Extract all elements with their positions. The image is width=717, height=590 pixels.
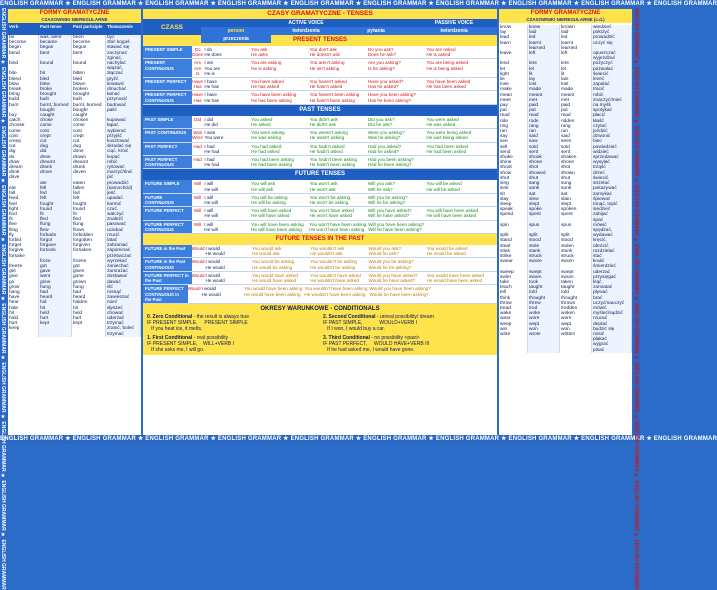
tense-name: PRESENT SIMPLE (143, 46, 192, 58)
negative-forms: You haven't asked He hasn't asked (309, 79, 347, 90)
conditional-name: 2. Second Conditional (323, 313, 376, 320)
auxiliary-verb: Have Has (192, 92, 203, 103)
col-header-participle: Past participle (72, 23, 106, 35)
tense-name: FUTURE in the Past CONTINUOUS (143, 258, 192, 270)
verb-column: know lay lead learn leave lend let light lie lose make mean meet pay put read ride ring run say see sell send shake shine shoot show shut sing sink sit slay sleep speak spend spin split stand steal stink strike swear sweep swim take teach tell think throw tread wake wear weep win write (499, 25, 528, 353)
participle-column: known laid led learnt learned left lent let lit lain lost made meant met paid put read ridden rung run said seen sold sent shaken shone shot shown shut sung sunk sat slain slept spoken spent spun split stood stolen stunk struck sworn swept swum taken taught told thought thrown trodden woken worn wept won written (560, 25, 592, 353)
question-forms: Would you ask? Would he ask? (368, 246, 402, 257)
col-passive: twierdzenia (411, 27, 497, 35)
person-forms: I do He does (204, 47, 222, 58)
tense-name: FUTURE in the Past (143, 245, 192, 257)
person-forms: I would He would (205, 246, 225, 257)
person-forms: I was You were (204, 130, 224, 141)
tense-row (143, 116, 497, 129)
conditionals-box (143, 304, 497, 355)
question-forms: Were you asking? Was he asking? (367, 130, 405, 141)
passive-forms: You would be asked He would be asked (426, 246, 468, 257)
passive-forms: You are asked He is asked (426, 47, 456, 58)
auxiliary-verb: Do Does (192, 47, 203, 58)
question-forms: Do you ask? Does he ask? (367, 47, 397, 58)
passive-forms: You have been asked He has been asked (426, 79, 471, 90)
irregular-verbs-panel-left (8, 9, 141, 435)
passive-forms (425, 194, 497, 206)
negative-forms: You won't be asking He won't be asking (309, 194, 351, 206)
question-forms: Would you have asked? Would he have asked? (368, 272, 418, 284)
auxiliary-verb: Will (193, 181, 202, 187)
passive-forms: You were being asked He was being asked (426, 130, 472, 141)
auxiliary-verb: Would (187, 286, 201, 292)
affirmative-forms: You are asking He is asking (251, 60, 282, 71)
passive-forms: You will be asked He will be asked (426, 181, 462, 192)
auxiliary-verb: Would (191, 272, 205, 278)
tense-name: FUTURE PERFECT (143, 207, 192, 219)
tense-row (143, 78, 497, 91)
affirmative-forms: You would have been asking He would have been asking (244, 286, 303, 297)
affirmative-forms: You had been asking He had been asking (251, 157, 294, 168)
conditional-formula: IF PAST SIMPLE, WOULD+VERB I If I won, I would buy a car. (323, 319, 418, 332)
tense-name: PAST PERFECT CONTINUOUS (143, 156, 192, 168)
person-forms: I will He will (204, 181, 218, 192)
affirmative-forms: You would ask He would ask (252, 246, 282, 257)
negative-forms: You didn't ask He didn't ask (309, 116, 338, 128)
section-title: FUTURE TENSES (143, 169, 497, 180)
affirmative-forms: You have asked He has asked (251, 79, 284, 90)
question-forms: Had you been asking? Had he been asking? (367, 157, 414, 168)
passive-forms: You had been asked He had been asked (426, 143, 469, 154)
conditional-item (147, 314, 317, 332)
left-panel-title: FORMY GRAMATYCZNE (8, 9, 141, 17)
question-forms: Will you have asked? Will he have asked? (367, 208, 412, 219)
tense-name: FUTURE PERFECT in the Past (143, 272, 192, 284)
participle-column: been become begun bent bound bitten bled blown broken brought built burnt, burned bought caught chosen come cost crept cut dug done drawn dreamt drunk driven eaten fallen fed felt fought found fit fled flung flown forbidden forgotten forgiven forsaken frozen got given gone grown hung had heard hidden hit held hurt kept (72, 35, 106, 337)
person-forms: I will He will (204, 194, 218, 206)
translation-column: być zbić kogoś stawać się zaczynać zginać, nachylać wiązać, złączać gryźć krwawić dmuchać łamać przynosić budować palić kupować łapać wybierać przyjść kosztować skradać się ciąć, kroić kopać robić rysować marzyć/śnić pić prowadzić (samochód) jeść upadać karmić czuć walczyć znaleźć pasować uciekać rzucić latać zabraniać zapominać przebaczać wyrzekać zaniechać zamrażać dostawać dawać iść rosnąć zawieszać mieć słyszeć chować uderzać trzymać zranić, boleć trzymać (106, 35, 141, 337)
tense-row (143, 91, 497, 104)
tense-row (143, 143, 497, 156)
bottom-banner: ENGLISH GRAMMAR ★ ENGLISH GRAMMAR ★ ENGLISH GRAMMAR ★ ENGLISH GRAMMAR ★ ENGLISH GRAMMAR ★ ENGLISH GRAMMAR ★ ENGLISH GRAMMAR ★ ENGLISH GRAMMAR ★ ENGLISH GRAMMAR ★ ENGLISH GRAMMAR (0, 436, 717, 442)
affirmative-forms: You will be asking He will be asking (251, 194, 288, 206)
conditional-name: 1. First Conditional (147, 334, 193, 341)
tense-name: FUTURE CONTINUOUS (143, 194, 192, 206)
conditional-item (323, 335, 493, 353)
section-title: FUTURE TENSES IN THE PAST (143, 234, 497, 245)
passive-forms (425, 156, 497, 168)
question-forms: Will you be asking? Will he be asking? (367, 194, 408, 206)
conditional-name: 3. Third Conditional (323, 334, 370, 341)
auxiliary-verb: Had (193, 143, 202, 149)
affirmative-forms: You asked He asked (251, 116, 273, 128)
passive-forms: You are being asked He is being asked (426, 60, 469, 71)
person-forms: I will He will (204, 208, 218, 219)
auxiliary-verb: Would (191, 246, 205, 252)
conditional-formula: IF PRESENT SIMPLE, PRESENT SIMPLE If you heat ice, it melts. (147, 319, 248, 332)
col-header-verb: Verb (8, 23, 39, 35)
negative-forms: You don't ask He doesn't ask (309, 47, 340, 58)
person-forms: I did He did (204, 116, 218, 128)
affirmative-forms: You had asked He had asked (251, 143, 282, 154)
tense-name: FUTURE PERFECT CONTINUOUS in the Past (143, 285, 188, 303)
col-person: person (201, 27, 271, 35)
conditional-name: 0. Zero Conditional (147, 313, 193, 320)
auxiliary-verb: Had (193, 157, 202, 163)
tenses-panel (143, 9, 497, 435)
negative-forms: You hadn't been asking He hadn't been asking (309, 157, 358, 168)
verb-column: be become begin bend bind bite bleed blow break bring build burn buy catch choose come cost creep cut dig do draw dream drink drive eat fall feed feel fight find fit flee fling fly forbid forget forgive forsake freeze get give go grow hang have hear hide hit hold hurt keep (8, 35, 39, 337)
negative-forms: You wouldn't have been asking He wouldn't have been asking (304, 286, 368, 297)
affirmative-forms: You have been asking He has been asking (251, 92, 297, 103)
col-header-translation: Tłumaczenie (106, 23, 141, 35)
conditional-description: - no possibility <past> (369, 334, 420, 341)
passive-voice-label: PASSIVE VOICE (434, 20, 474, 26)
tense-name: PRESENT PERFECT (143, 78, 192, 90)
person-forms: I would He would (205, 259, 225, 270)
affirmative-forms: You will ask He will ask (251, 181, 276, 192)
person-forms: I have He has (204, 79, 219, 90)
negative-forms: You won't have been asking He won't have been asking (309, 221, 367, 232)
conditionals-title: OKRESY WARUNKOWE - CONDITIONALS (260, 305, 380, 312)
conditional-description: - the result is always true (192, 313, 249, 320)
auxiliary-verb: Will (193, 221, 202, 227)
tense-row (143, 245, 497, 258)
col-question: pytania (341, 27, 411, 35)
corner-label: CZASS (160, 23, 184, 31)
tense-row (143, 221, 497, 234)
tense-row (143, 194, 497, 207)
tense-name: PAST SIMPLE (143, 116, 192, 128)
question-forms: Had you asked? Had he asked? (367, 143, 402, 154)
person-forms: I have He has (204, 92, 219, 103)
section-title: PRESENT TENSES (143, 35, 497, 46)
tense-row (143, 258, 497, 271)
tense-name: PAST CONTINUOUS (143, 129, 192, 141)
tense-name: PAST PERFECT (143, 143, 192, 155)
conditional-formula: IF PRESENT SIMPLE, WILL+VERB I If she asks me, I will go. (147, 340, 235, 353)
left-banner (0, 8, 7, 590)
question-forms: Have you been asking? Has he been asking? (367, 92, 416, 103)
affirmative-forms: You will have asked He will have asked (251, 208, 292, 219)
passive-forms (425, 221, 497, 233)
col-negative: przeczenia (201, 35, 271, 43)
tense-row (143, 156, 497, 169)
negative-forms: You wouldn't have asked He wouldn't have asked (310, 272, 361, 284)
negative-forms: You won't have asked He won't have asked (309, 208, 354, 219)
conditional-item (323, 314, 493, 332)
person-forms: I would He would (201, 286, 221, 297)
question-forms: Will you have been asking? Will he have been asking? (368, 221, 425, 232)
left-verb-table (8, 23, 141, 337)
question-forms: Are you asking? Is he asking? (367, 60, 401, 71)
tense-name: FUTURE SIMPLE (143, 180, 192, 192)
question-forms: Did you ask? Did he ask? (367, 116, 395, 128)
auxiliary-verb: Would (191, 259, 205, 265)
question-forms: Would you have been asking? Would he have been asking? (369, 286, 431, 297)
tense-row (143, 272, 497, 285)
left-panel-subtitle: CZASOWNIKI NIEREGULARNE (8, 17, 141, 23)
negative-forms: You wouldn't be asking He wouldn't be asking (310, 259, 357, 270)
top-banner: ENGLISH GRAMMAR ★ ENGLISH GRAMMAR ★ ENGLISH GRAMMAR ★ ENGLISH GRAMMAR ★ ENGLISH GRAMMAR ★ ENGLISH GRAMMAR ★ ENGLISH GRAMMAR ★ ENGLISH GRAMMAR ★ ENGLISH GRAMMAR ★ ENGLISH GRAMMAR (0, 1, 717, 7)
negative-forms: You aren't asking He isn't asking (309, 60, 345, 71)
past-column: was, were became began bent bound bit bled blew broke brought built burnt, burned bought caught chose came cost crept cut dug did drew dreamt drank drove ate fell fed felt fought found fit fled flung flew forbade forgot forgave forsook froze got gave went grew hung had heard hid hit held hurt kept (39, 35, 72, 337)
passive-forms (432, 285, 497, 303)
negative-forms: You weren't asking He wasn't asking (309, 130, 348, 141)
tense-name: FUTURE PERFECT CONTINUOUS (143, 221, 192, 233)
conditional-description: - unreal possibility/ dream (375, 313, 434, 320)
person-forms: I will He will (204, 221, 218, 232)
auxiliary-verb: Was Were (192, 130, 204, 141)
tense-row (143, 46, 497, 59)
question-forms: Have you asked? Has he asked? (367, 79, 404, 90)
question-forms: Would you be asking? Would he be asking? (368, 259, 414, 270)
right-banner (633, 8, 640, 590)
col-header-past: Past tense (39, 23, 72, 35)
active-voice-label: ACTIVE VOICE (288, 20, 324, 26)
person-forms: I would He would (205, 272, 225, 284)
affirmative-forms: You were asking He was asking (251, 130, 285, 141)
auxiliary-verb: Will (193, 208, 202, 214)
translation-column: wiedzieć położyć prowadzić uczyć się opuszczać wyjeżdżać pożyczyć pozwalać świecić leżeć zapalać tracić robić znaczyć/mieć na myśli spotykać płacić kłaść czytać jeździć dzwonić biec powiedzieć widzieć sprzedawać wysyłać trząść drżeć świecić strzelać pokazywać zamykać śpiewać tonąć, topić siedzieć zabijać spać mówić spędzać, wydawać kręcić, obrócić rozdzielać stać kraść śmierdzieć uderzać przysięgać kląć zamiatać pływać brać uczyć/nauczyć mówić myśleć/sądzić rzucać deptać budzić się nosić płakać wygrać pisać (592, 25, 632, 353)
tense-row (143, 180, 497, 193)
negative-forms: You haven't been asking He hasn't been asking (309, 92, 360, 103)
conditional-description: - real possibility (192, 334, 229, 341)
tenses-title: CZASY GRAMATYCZNE - TENSES (143, 9, 497, 19)
right-banner-text: ENGLISH GRAMMAR ★ ENGLISH GRAMMAR ★ ENGLISH GRAMMAR ★ ENGLISH GRAMMAR ★ ENGLISH GRAMMAR ★ ENGLISH GRAMMAR ★ ENGLISH GRAMMAR ★ ENGLISH GRAMMAR ★ ENGLISH GRAMMAR ★ ENGLISH GRAMMAR (633, 8, 639, 590)
auxiliary-verb: Have Has (192, 79, 203, 90)
passive-forms: You were asked He was asked (426, 116, 459, 128)
affirmative-forms: You would be asking He would be asking (252, 259, 295, 270)
affirmative-forms: You will have been asking He will have been asking (251, 221, 304, 232)
tense-name: PRESENT PERFECT CONTINUOUS (143, 91, 192, 103)
passive-forms: You would have been asked He would have been asked (426, 272, 484, 284)
negative-forms: You wouldn't ask He wouldn't ask (310, 246, 345, 257)
right-panel-title: FORMY GRAMATYCZNE (499, 9, 632, 17)
tense-row (143, 59, 497, 78)
left-banner-text: ENGLISH GRAMMAR ★ ENGLISH GRAMMAR ★ ENGLISH GRAMMAR ★ ENGLISH GRAMMAR ★ ENGLISH GRAMMAR ★ ENGLISH GRAMMAR ★ ENGLISH GRAMMAR ★ ENGLISH GRAMMAR ★ ENGLISH GRAMMAR ★ ENGLISH GRAMMAR (0, 8, 6, 590)
person-forms: I had He had (204, 157, 220, 168)
tense-sections (143, 35, 497, 304)
tense-name: PRESENT CONTINUOUS (143, 59, 192, 77)
tense-row (143, 207, 497, 220)
affirmative-forms: You ask He asks (251, 47, 268, 58)
person-forms: I had He had (204, 143, 220, 154)
auxiliary-verb: Did (194, 116, 202, 122)
irregular-verbs-panel-right (499, 9, 632, 435)
passive-forms: You will have been asked He will have been asked (426, 208, 479, 219)
question-forms: Will you ask? Will he ask? (367, 181, 396, 192)
col-affirmative: twierdzenia (271, 27, 341, 35)
tense-row (143, 285, 497, 304)
negative-forms: You won't ask He won't ask (309, 181, 338, 192)
section-title: PAST TENSES (143, 105, 497, 116)
conditionals-grid (147, 314, 493, 353)
auxiliary-verb: Am Are Is (194, 60, 202, 76)
right-panel-subtitle: CZASOWNIKI NIEREGULARNE (c.d.) (499, 17, 632, 23)
passive-forms (426, 258, 497, 270)
negative-forms: You hadn't asked He hadn't asked (309, 143, 345, 154)
tense-row (143, 129, 497, 142)
affirmative-forms: You would have asked He would have asked (252, 272, 298, 284)
conditional-formula: IF PAST PERFECT, WOULD HAVE+VERB III If he had asked me, I would have gone. (323, 340, 430, 353)
person-forms: I am You are He is (204, 60, 221, 76)
conditional-item (147, 335, 317, 353)
auxiliary-verb: Will (193, 194, 202, 200)
passive-forms (425, 91, 497, 103)
past-column: knew laid led learnt learned left lent let lit lay lost made meant met paid put read rode rang ran said saw sold sent shook shone shot showed shut sang sank sat slew slept spoke spent spun split stood stole stank struck swore swept swam took taught told thought threw trod woke wore wept won wrote (528, 25, 560, 353)
right-verb-table (499, 25, 632, 353)
